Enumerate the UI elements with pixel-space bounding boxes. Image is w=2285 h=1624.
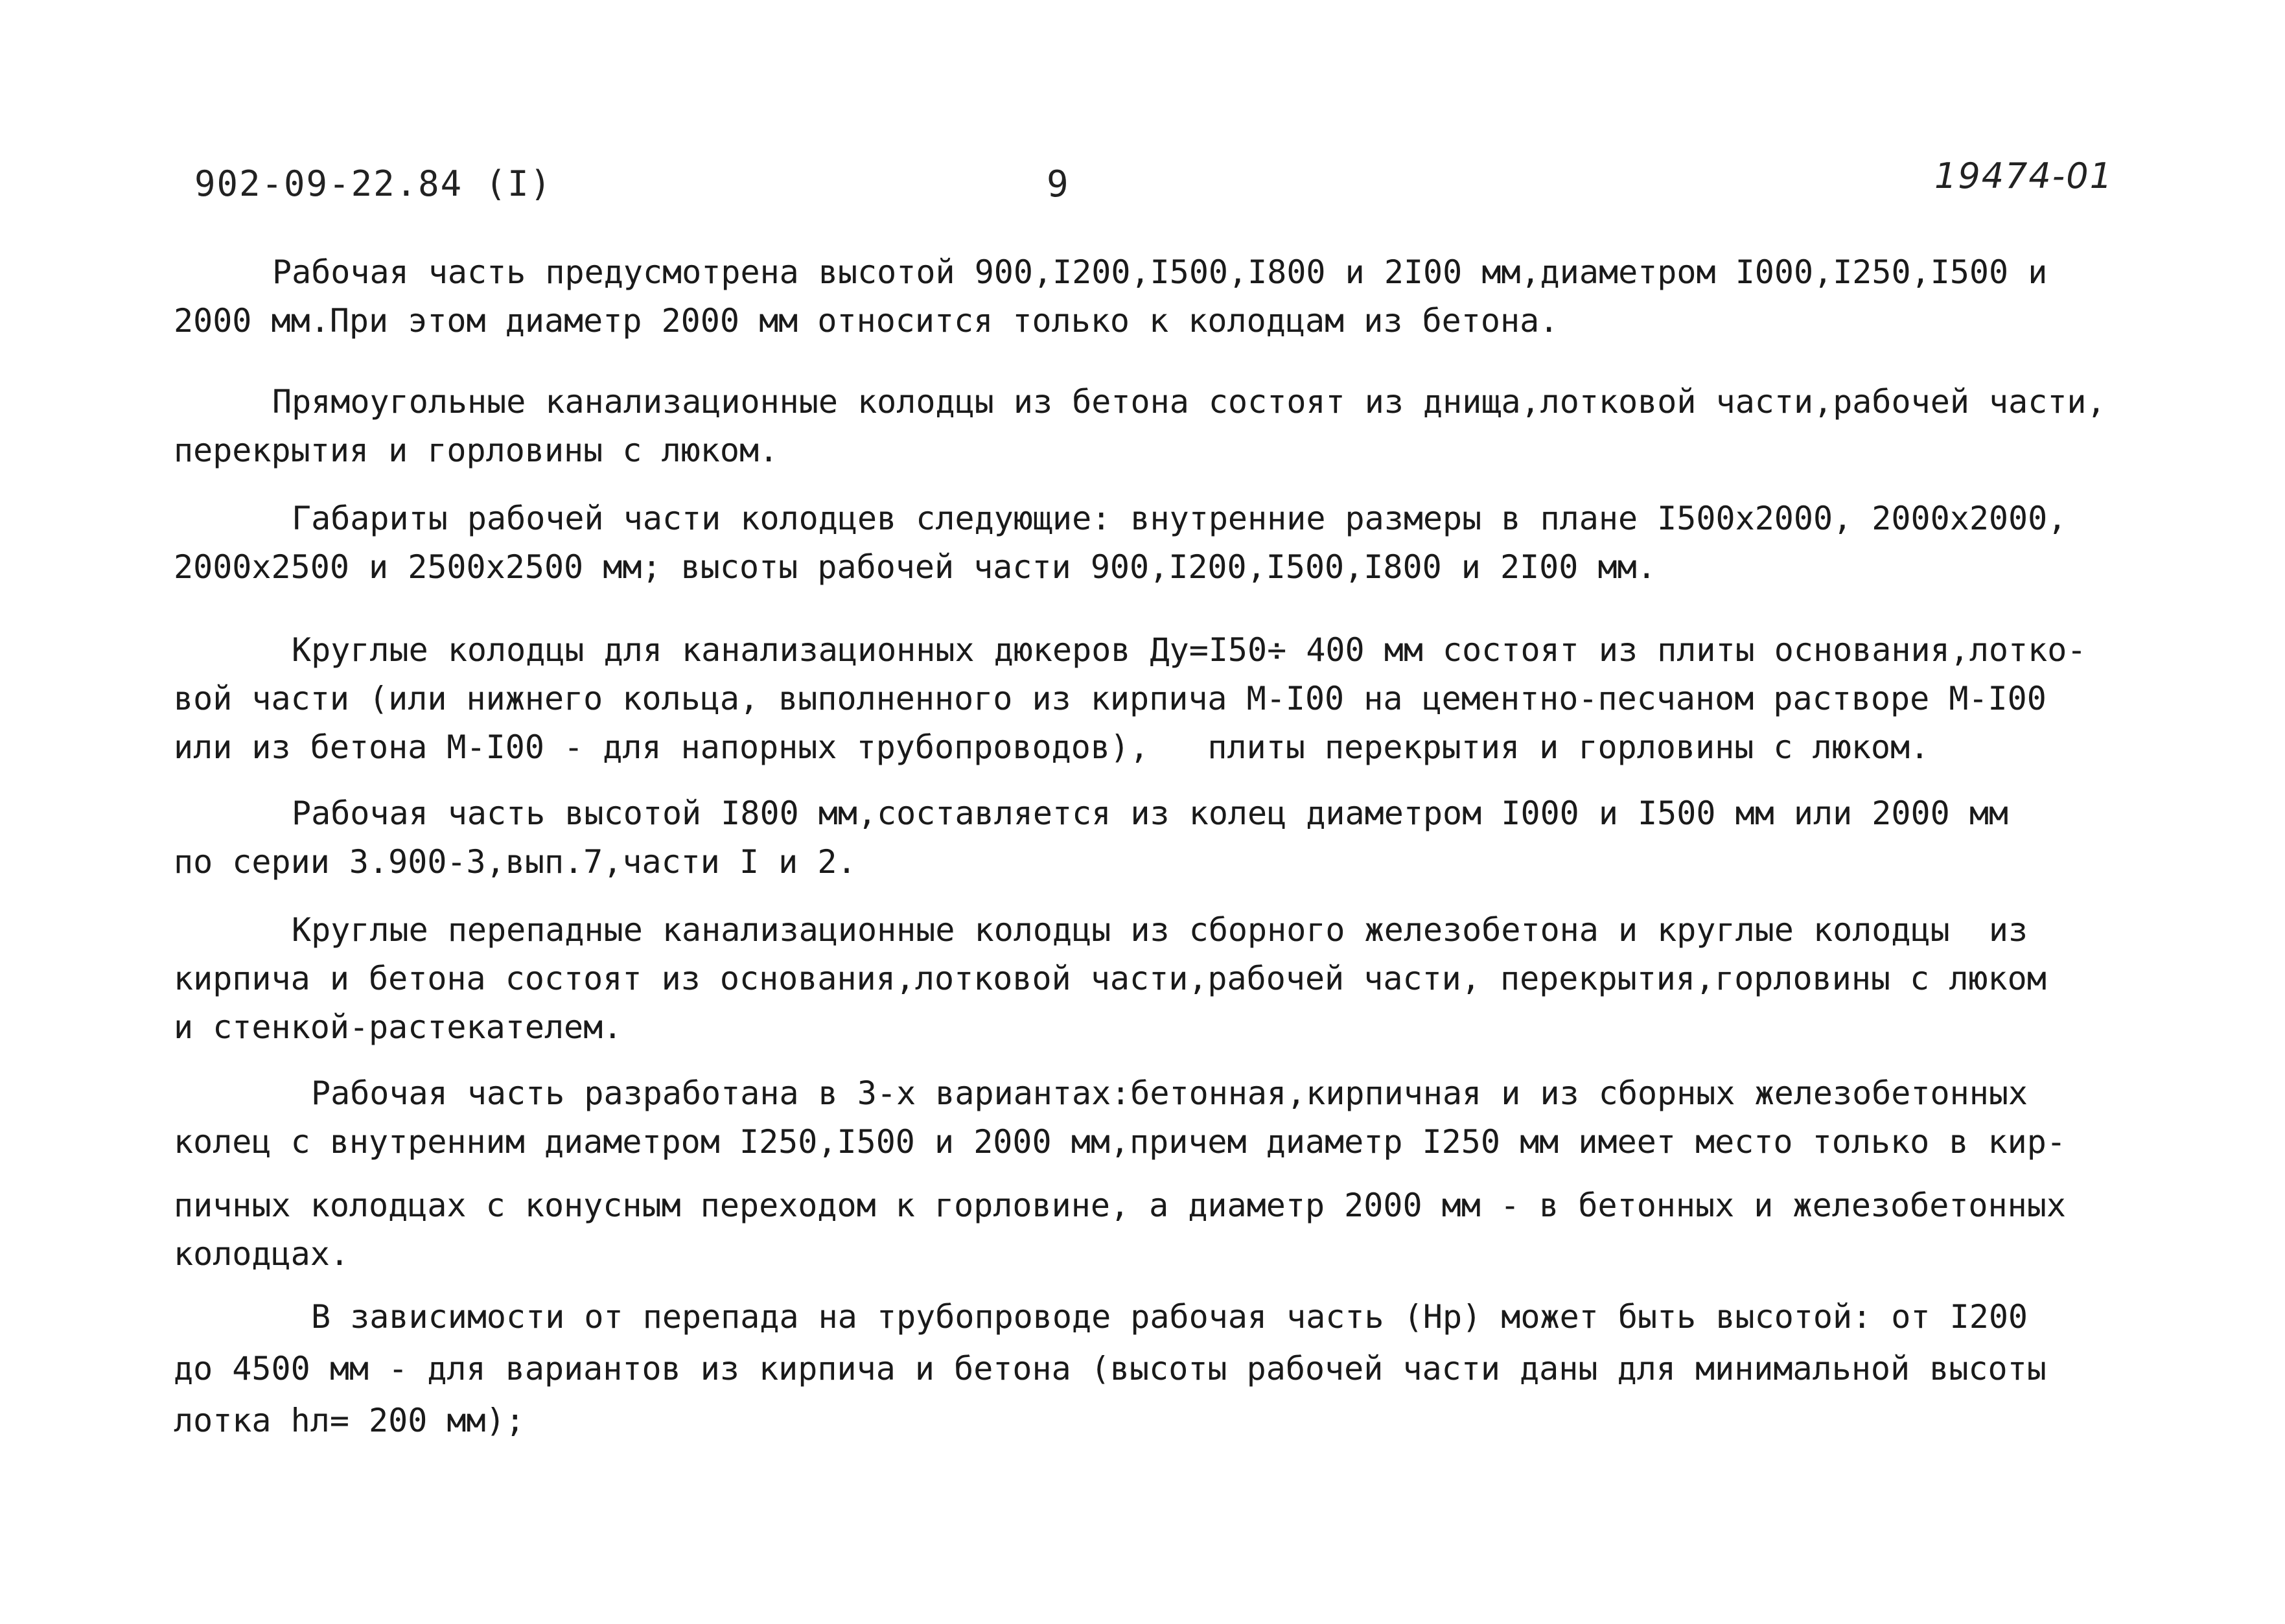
text-line: кирпича и бетона состоят из основания,лотковой части,рабочей части, перекрытия,горловины с люком xyxy=(174,960,2047,997)
text-line: колец с внутренним диаметром I250,I500 и 2000 мм,причем диаметр I250 мм имеет место только в кир- xyxy=(174,1123,2066,1161)
text-line: до 4500 мм - для вариантов из кирпича и бетона (высоты рабочей части даны для минимальной высоты xyxy=(174,1350,2047,1387)
text-line: Рабочая часть высотой I800 мм,составляется из колец диаметром I000 и I500 мм или 2000 мм xyxy=(292,795,2009,832)
text-line: В зависимости от перепада на трубопроводе рабочая часть (Нр) может быть высотой: от I200 xyxy=(311,1298,2028,1336)
text-line: Круглые перепадные канализационные колодцы из сборного железобетона и круглые колодцы из xyxy=(292,911,2028,949)
text-line: Габариты рабочей части колодцев следующие: внутренние размеры в плане I500x2000, 2000x2000, xyxy=(292,500,2067,537)
text-line: вой части (или нижнего кольца, выполненного из кирпича М-I00 на цементно-песчаном растворе М-I00 xyxy=(174,680,2047,717)
text-line: лотка hл= 200 мм); xyxy=(174,1402,525,1439)
text-line: Рабочая часть разработана в 3-х вариантах:бетонная,кирпичная и из сборных железобетонных xyxy=(311,1074,2028,1112)
text-line: 2000 мм.При этом диаметр 2000 мм относится только к колодцам из бетона. xyxy=(174,302,1559,340)
page-number: 9 xyxy=(1047,163,1069,205)
text-line: колодцах. xyxy=(174,1235,349,1273)
text-line: 2000x2500 и 2500x2500 мм; высоты рабочей части 900,I200,I500,I800 и 2I00 мм. xyxy=(174,548,1656,586)
sheet-code-handwritten: 19474-01 xyxy=(1934,156,2113,196)
text-line: перекрытия и горловины с люком. xyxy=(174,432,779,469)
text-line: и стенкой-растекателем. xyxy=(174,1008,623,1046)
document-code: 902-09-22.84 (I) xyxy=(194,163,553,204)
text-line: Прямоугольные канализационные колодцы из бетона состоят из днища,лотковой части,рабочей части, xyxy=(272,383,2106,421)
text-line: или из бетона М-I00 - для напорных трубопроводов), плиты перекрытия и горловины с люком. xyxy=(174,728,1930,766)
text-line: Рабочая часть предусмотрена высотой 900,I200,I500,I800 и 2I00 мм,диаметром I000,I250,I500 и xyxy=(272,253,2048,291)
text-line: Круглые колодцы для канализационных дюкеров Ду=I50÷ 400 мм состоят из плиты основания,лотко- xyxy=(292,631,2087,669)
text-line: по серии 3.900-3,вып.7,части I и 2. xyxy=(174,843,857,881)
text-line: пичных колодцах с конусным переходом к горловине, а диаметр 2000 мм - в бетонных и железобетонных xyxy=(174,1187,2066,1224)
